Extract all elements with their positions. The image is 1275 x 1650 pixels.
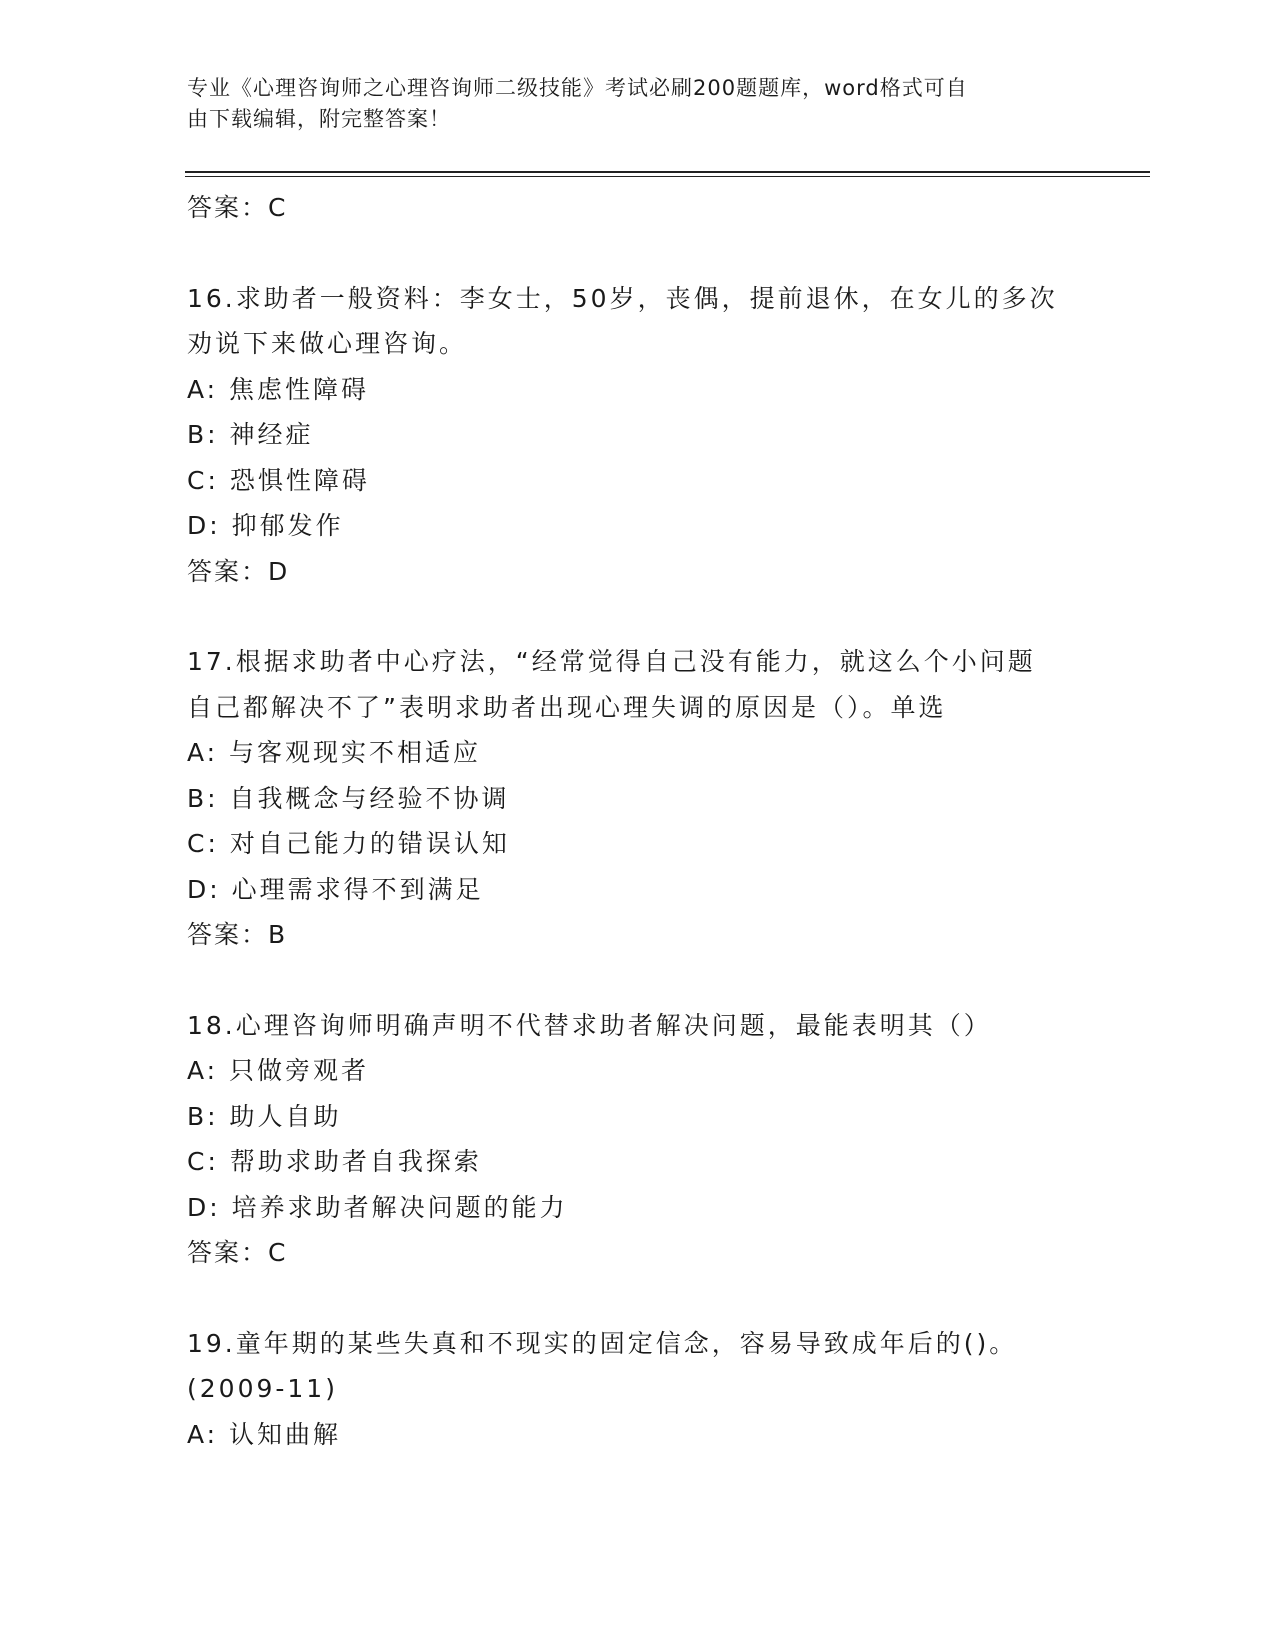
question-text: 17.根据求助者中心疗法，“经常觉得自己没有能力，就这么个小问题 bbox=[187, 647, 1036, 676]
question-text: 19.童年期的某些失真和不现实的固定信念，容易导致成年后的()。 bbox=[187, 1328, 1018, 1358]
question-text: (2009-11) bbox=[187, 1374, 338, 1403]
document-header bbox=[187, 73, 1067, 135]
header-divider-thick bbox=[185, 171, 1150, 173]
question-block bbox=[187, 639, 1087, 958]
header-line-1: 专业《心理咨询师之心理咨询师二级技能》考试必刷200题题库，word格式可自 bbox=[187, 76, 968, 100]
question-text: 16.求助者一般资料：李女士，50岁，丧偶，提前退休，在女儿的多次 bbox=[187, 283, 1058, 313]
option-item: A: 与客观现实不相适应 bbox=[187, 738, 482, 767]
question-text: 自己都解决不了”表明求助者出现心理失调的原因是（）。单选 bbox=[187, 692, 947, 722]
option-item: C: 对自己能力的错误认知 bbox=[187, 829, 510, 858]
option-item: D: 心理需求得不到满足 bbox=[187, 874, 484, 904]
question-text: 18.心理咨询师明确声明不代替求助者解决问题，最能表明其（） bbox=[187, 1010, 992, 1040]
question-block bbox=[187, 1321, 1087, 1458]
answer-line: 答案：D bbox=[187, 556, 290, 586]
question-block bbox=[187, 1003, 1087, 1276]
question-list bbox=[187, 185, 1087, 1457]
option-item: C: 帮助求助者自我探索 bbox=[187, 1147, 482, 1176]
question-text: 劝说下来做心理咨询。 bbox=[187, 329, 468, 358]
option-item: B: 神经症 bbox=[187, 420, 314, 449]
question-block bbox=[187, 276, 1087, 595]
answer-line: 答案：C bbox=[187, 193, 288, 222]
option-item: A: 焦虑性障碍 bbox=[187, 374, 370, 404]
option-item: A: 认知曲解 bbox=[187, 1419, 342, 1449]
option-item: D: 培养求助者解决问题的能力 bbox=[187, 1192, 568, 1222]
option-item: B: 助人自助 bbox=[187, 1101, 342, 1131]
option-item: C: 恐惧性障碍 bbox=[187, 465, 370, 495]
header-divider-thin bbox=[185, 176, 1150, 177]
answer-line: 答案：C bbox=[187, 1238, 288, 1267]
answer-line: 答案：B bbox=[187, 920, 288, 949]
header-line-2: 由下载编辑，附完整答案！ bbox=[187, 107, 451, 131]
option-item: B: 自我概念与经验不协调 bbox=[187, 783, 510, 813]
option-item: D: 抑郁发作 bbox=[187, 511, 344, 540]
option-item: A: 只做旁观者 bbox=[187, 1056, 370, 1085]
